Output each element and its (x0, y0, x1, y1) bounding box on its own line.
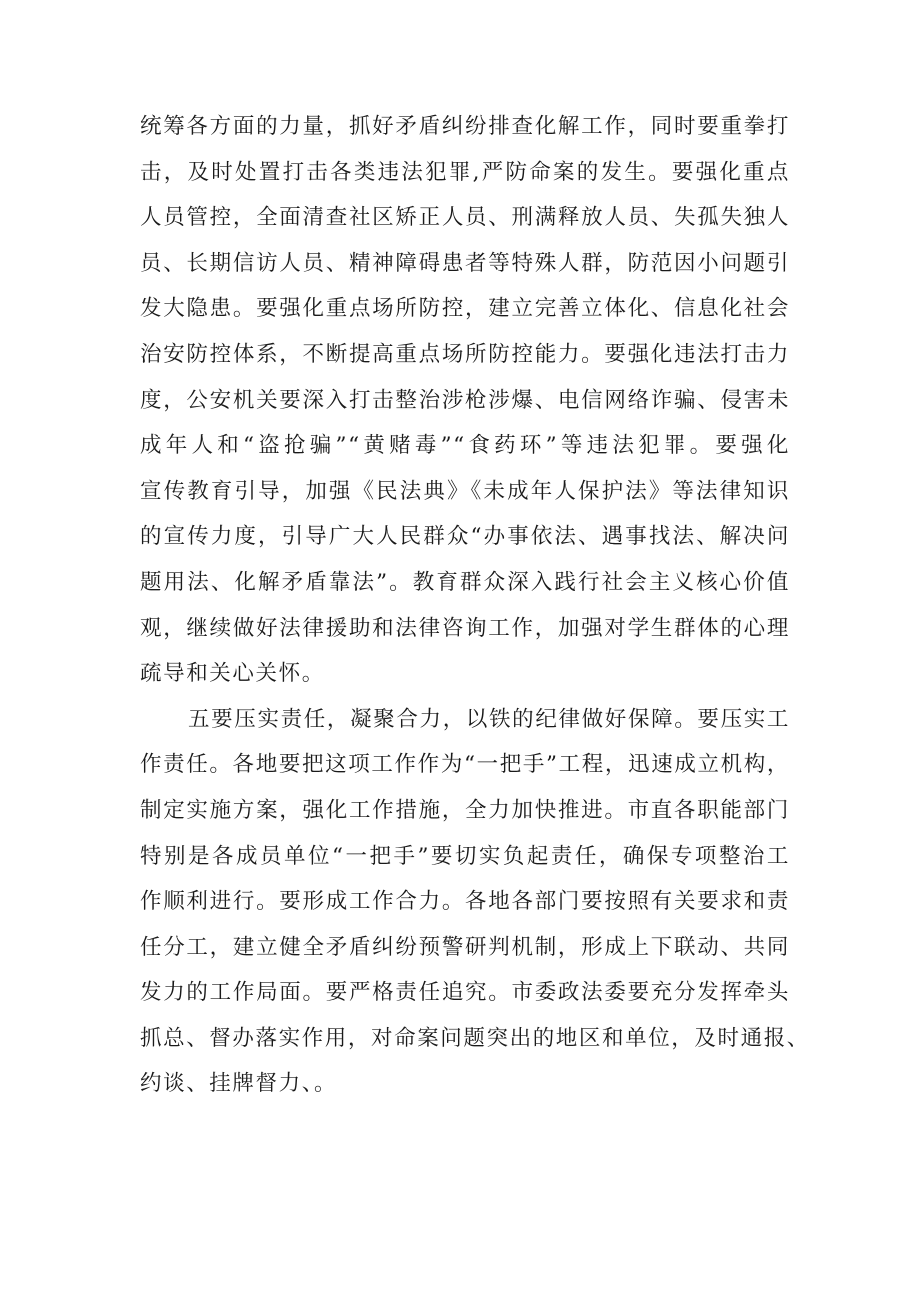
text-line: 观，继续做好法律援助和法律咨询工作，加强对学生群体的心理 (140, 615, 790, 641)
text-line: 治安防控体系，不断提高重点场所防控能力。要强化违法打击力 (140, 341, 790, 367)
text-line: 成年人和“盗抢骗”“黄赌毒”“食药环”等违法犯罪。要强化 (140, 433, 790, 459)
text-line: 抓总、督办落实作用，对命案问题突出的地区和单位，及时通报、 (140, 1025, 810, 1051)
text-line: 宣传教育引导，加强《民法典》《未成年人保护法》等法律知识 (140, 478, 790, 504)
text-line: 作责任。各地要把这项工作作为“一把手”工程，迅速成立机构， (140, 752, 790, 778)
paragraph-1 (140, 104, 790, 697)
text-line: 任分工，建立健全矛盾纠纷预警研判机制，形成上下联动、共同 (140, 934, 790, 960)
text-line: 统筹各方面的力量，抓好矛盾纠纷排查化解工作，同时要重拳打 (140, 114, 790, 139)
text-line: 的宣传力度，引导广大人民群众“办事依法、遇事找法、解决问 (140, 524, 790, 550)
text-line: 约谈、挂牌督力、。 (140, 1071, 338, 1097)
document-body (140, 104, 810, 1107)
text-line: 题用法、化解矛盾靠法”。教育群众深入践行社会主义核心价值 (140, 569, 790, 595)
text-line: 制定实施方案，强化工作措施，全力加快推进。市直各职能部门 (140, 797, 790, 823)
text-line: 度，公安机关要深入打击整治涉枪涉爆、电信网络诈骗、侵害未 (140, 387, 790, 413)
text-line: 疏导和关心关怀。 (140, 661, 325, 687)
text-line: 特别是各成员单位“一把手”要切实负起责任，确保专项整治工 (140, 843, 790, 869)
text-line: 发力的工作局面。要严格责任追究。市委政法委要充分发挥牵头 (140, 980, 790, 1006)
text-line: 发大隐患。要强化重点场所防控，建立完善立体化、信息化社会 (140, 296, 790, 322)
text-line: 作顺利进行。要形成工作合力。各地各部门要按照有关要求和责 (140, 889, 790, 915)
text-line: 击，及时处置打击各类违法犯罪,严防命案的发生。要强化重点 (140, 159, 790, 185)
paragraph-2 (140, 697, 810, 1107)
text-line: 五要压实责任，凝聚合力，以铁的纪律做好保障。要压实工 (188, 706, 790, 732)
text-line: 人员管控，全面清查社区矫正人员、刑满释放人员、失孤失独人 (140, 205, 790, 231)
text-line: 员、长期信访人员、精神障碍患者等特殊人群，防范因小问题引 (140, 250, 790, 276)
